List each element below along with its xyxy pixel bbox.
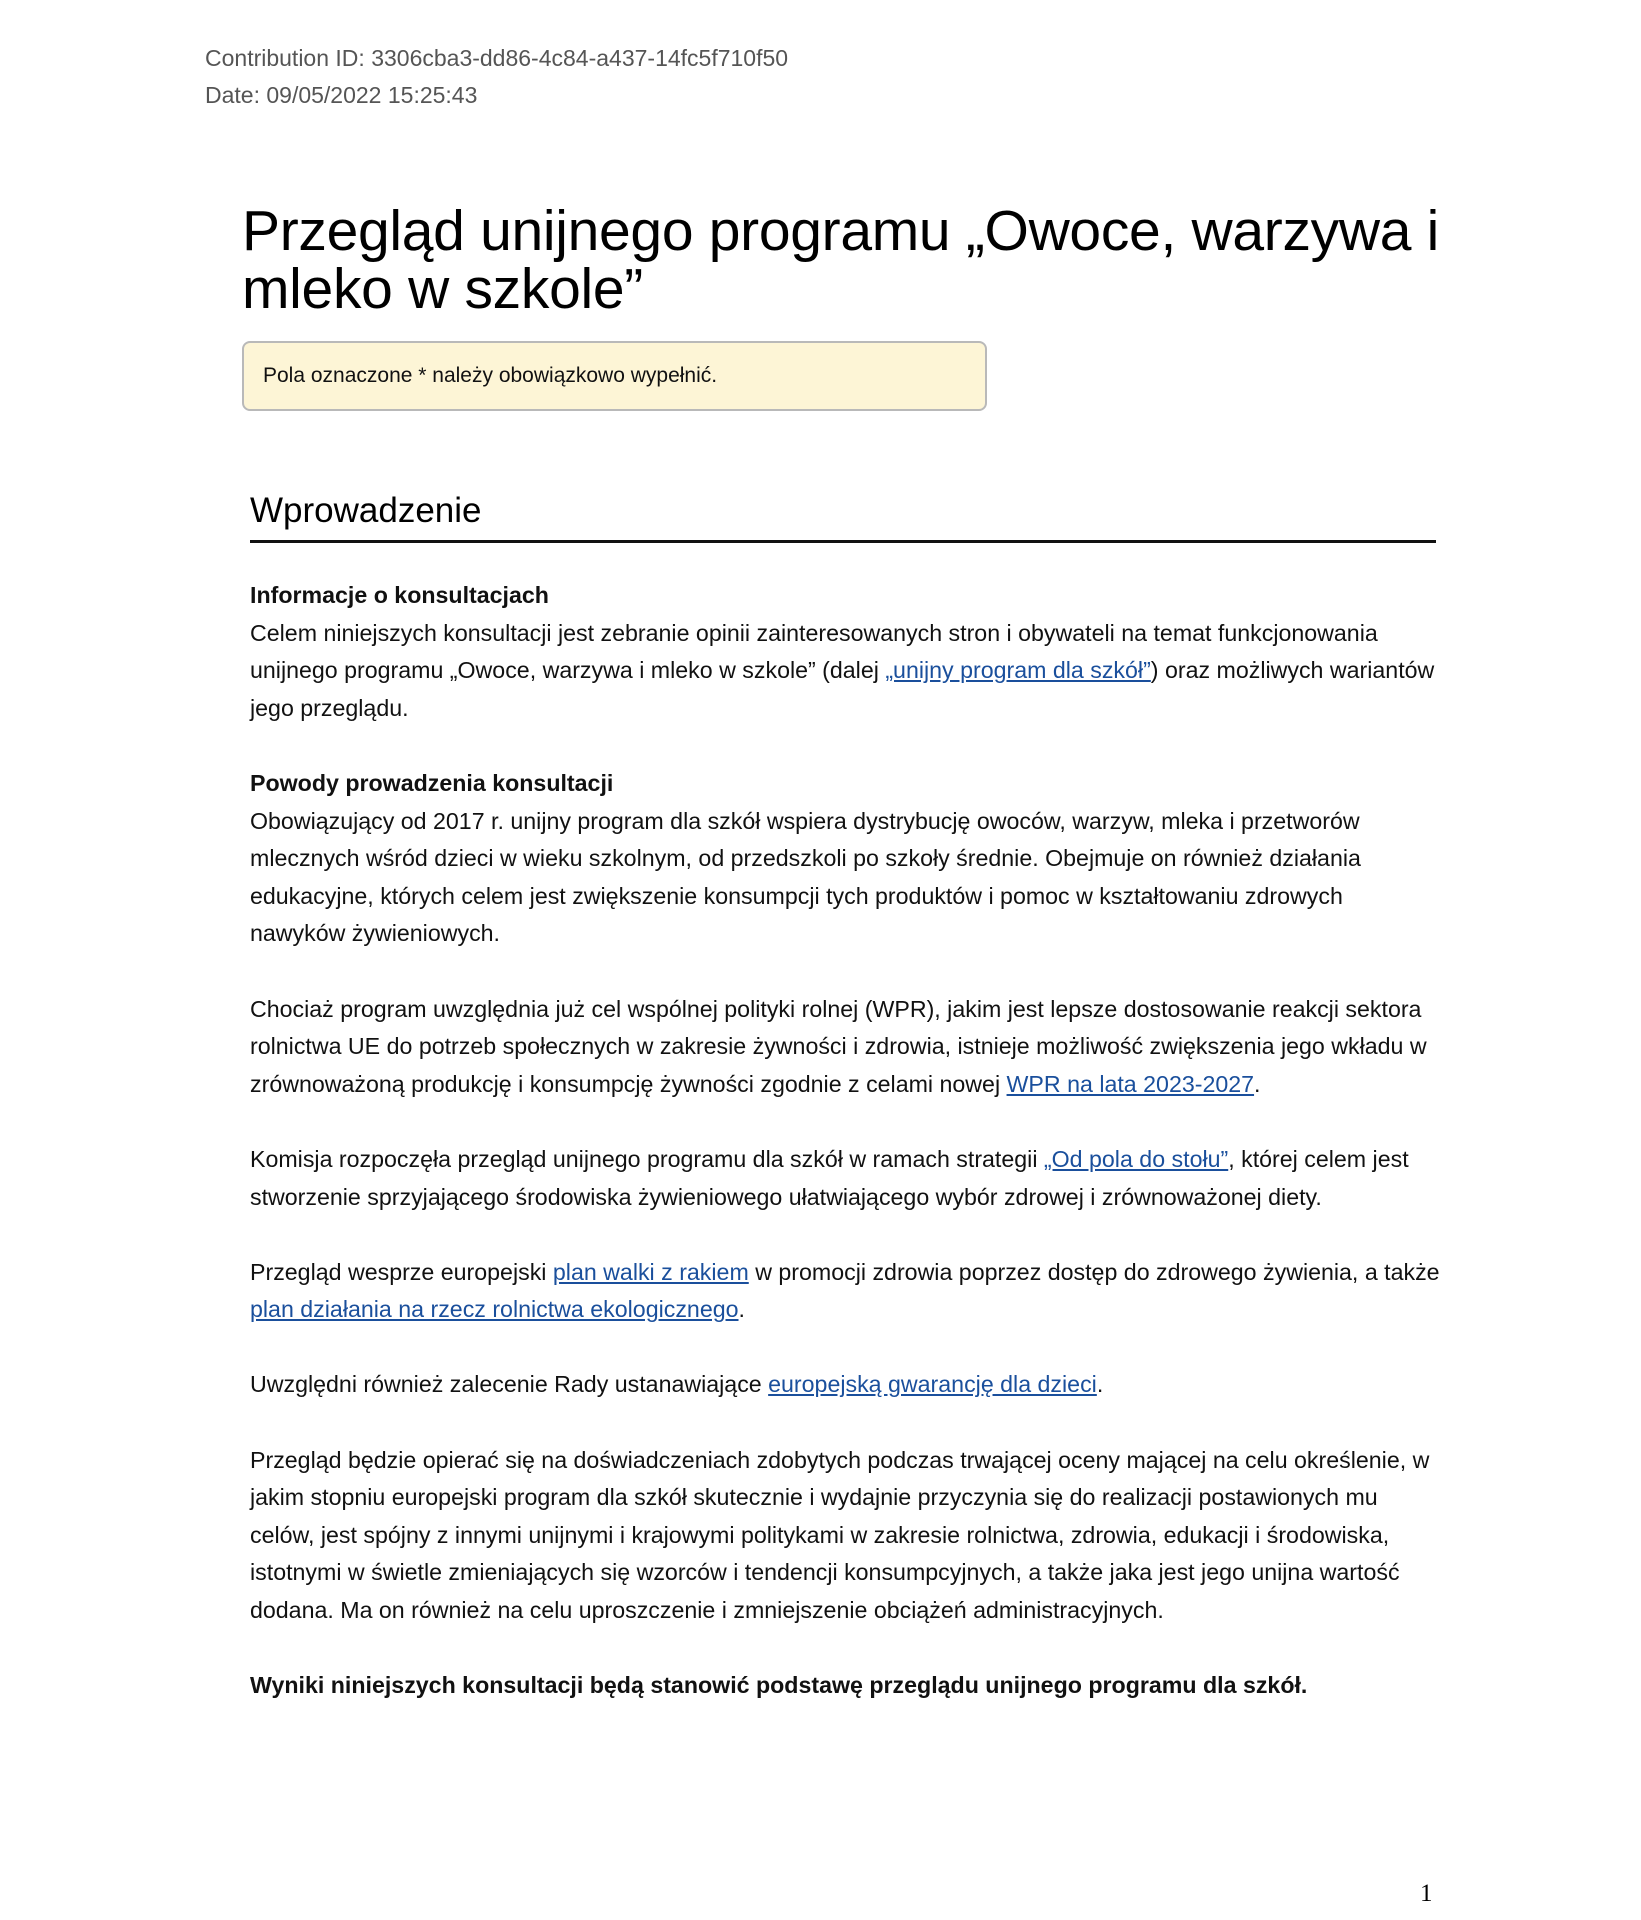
- section-heading-introduction: Wprowadzenie: [250, 486, 1436, 543]
- cap-text-start: Chociaż program uwzględnia już cel wspólnej polityki rolnej (WPR), jakim jest lepsze dostosowanie reakcji sektora rolnictwa UE do potrzeb społecznych w zakresie żywności i zdrowia, istnieje możliwość zwiększenia jego wkładu w zrównoważoną produkcję i konsumpcję żywności zgodnie z celami nowej: [250, 995, 1427, 1097]
- contribution-date: Date: 09/05/2022 15:25:43: [205, 82, 478, 108]
- child-guarantee-text-end: .: [1096, 1371, 1104, 1398]
- results-text: Wyniki niniejszych konsultacji będą stanowić podstawę przeglądu unijnego programu dla szkół.: [250, 1672, 1308, 1699]
- link-child-guarantee[interactable]: europejską gwarancję dla dzieci: [768, 1371, 1097, 1398]
- paragraph-consultation-info: [250, 577, 1440, 727]
- farm-to-fork-text-end: , której celem jest stworzenie sprzyjającego środowiska żywieniowego ułatwiającego wybór zdrowej i zrównoważonej diety.: [250, 1145, 1409, 1210]
- required-fields-notice-text: Pola oznaczone * należy obowiązkowo wypełnić.: [263, 364, 718, 387]
- paragraph-consultation-reasons: [250, 765, 1440, 953]
- required-fields-notice: [242, 341, 987, 411]
- page-number: 1: [1420, 1880, 1433, 1907]
- subheading-consultation-reasons: Powody prowadzenia konsultacji: [250, 769, 614, 796]
- child-guarantee-text-start: Uwzględni również zalecenie Rady ustanawiające: [250, 1371, 769, 1398]
- cancer-plan-text-end: .: [738, 1296, 745, 1323]
- evaluation-text: Przegląd będzie opierać się na doświadczeniach zdobytych podczas trwającej oceny mającej na celu określenie, w jakim stopniu europejski program dla szkół skutecznie i wydajnie przyczynia się do realizacji postawionych mu celów, jest spójny z innymi unijnymi i krajowymi politykami w zakresie rolnictwa, zdrowia, edukacji i środowiska, istotnymi w świetle zmieniających się wzorców i tendencji konsumpcyjnych, a także jaka jest jego unijna wartość dodana. Ma on również na celu uproszczenie i zmniejszenie obciążeń administracyjnych.: [250, 1446, 1430, 1624]
- paragraph-cancer-plan: [250, 1254, 1440, 1329]
- contribution-meta: [205, 40, 788, 114]
- paragraph-evaluation: [250, 1442, 1440, 1630]
- farm-to-fork-text-start: Komisja rozpoczęła przegląd unijnego programu dla szkół w ramach strategii: [250, 1145, 1044, 1172]
- link-cap-2023-2027[interactable]: WPR na lata 2023-2027: [1006, 1070, 1255, 1097]
- link-farm-to-fork[interactable]: „Od pola do stołu”: [1043, 1145, 1229, 1172]
- link-school-scheme[interactable]: „unijny program dla szkół”: [885, 657, 1151, 684]
- paragraph-results: [250, 1667, 1440, 1705]
- cancer-plan-text-middle: w promocji zdrowia poprzez dostęp do zdrowego żywienia, a także: [748, 1258, 1440, 1285]
- paragraph-child-guarantee: [250, 1366, 1440, 1404]
- cancer-plan-text-start: Przegląd wesprze europejski: [250, 1258, 553, 1285]
- paragraph-cap: [250, 991, 1440, 1104]
- consultation-info-text-end: ) oraz możliwych wariantów jego przeglądu.: [250, 657, 1435, 721]
- introduction-content: [250, 577, 1440, 1742]
- link-cancer-plan[interactable]: plan walki z rakiem: [552, 1258, 749, 1285]
- link-organic-action-plan[interactable]: plan działania na rzecz rolnictwa ekologicznego: [250, 1296, 739, 1323]
- cap-text-end: .: [1254, 1070, 1261, 1097]
- page-title: Przegląd unijnego programu „Owoce, warzywa i mleko w szkole”: [242, 199, 1440, 321]
- subheading-consultation-info: Informacje o konsultacjach: [250, 582, 549, 608]
- consultation-reasons-text: Obowiązujący od 2017 r. unijny program dla szkół wspiera dystrybucję owoców, warzyw, mleka i przetworów mlecznych wśród dzieci w wieku szkolnym, od przedszkoli po szkoły średnie. Obejmuje on również działania edukacyjne, których celem jest zwiększenie konsumpcji tych produktów i pomoc w kształtowaniu zdrowych nawyków żywieniowych.: [250, 807, 1361, 947]
- paragraph-farm-to-fork: [250, 1141, 1440, 1216]
- contribution-id: Contribution ID: 3306cba3-dd86-4c84-a437-14fc5f710f50: [205, 45, 789, 71]
- consultation-info-text-start: Celem niniejszych konsultacji jest zebranie opinii zainteresowanych stron i obywateli na temat funkcjonowania unijnego programu „Owoce, warzywa i mleko w szkole” (dalej: [250, 619, 1378, 684]
